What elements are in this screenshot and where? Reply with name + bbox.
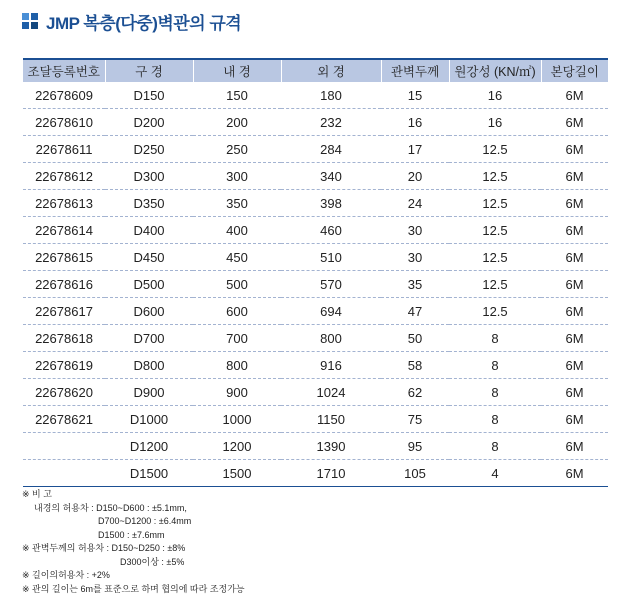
table-cell: 8 xyxy=(449,433,541,460)
spec-table xyxy=(23,58,608,487)
table-row xyxy=(23,406,608,433)
note-mark: ※ xyxy=(22,489,30,499)
table-cell: 22678612 xyxy=(23,163,105,190)
table-row xyxy=(23,298,608,325)
table-cell: 24 xyxy=(381,190,449,217)
table-cell: 6M xyxy=(541,433,608,460)
table-cell: 4 xyxy=(449,460,541,487)
table-cell: 500 xyxy=(193,271,281,298)
table-row xyxy=(23,217,608,244)
table-cell: 22678609 xyxy=(23,82,105,109)
table-cell: 510 xyxy=(281,244,381,271)
table-row xyxy=(23,352,608,379)
table-row xyxy=(23,190,608,217)
table-cell: 12.5 xyxy=(449,271,541,298)
grid-logo-icon xyxy=(22,13,38,29)
table-cell: 50 xyxy=(381,325,449,352)
table-cell: D250 xyxy=(105,136,193,163)
table-cell: 22678615 xyxy=(23,244,105,271)
table-cell: 6M xyxy=(541,325,608,352)
table-cell: 800 xyxy=(281,325,381,352)
table-cell: D450 xyxy=(105,244,193,271)
table-cell: 6M xyxy=(541,217,608,244)
table-cell: 12.5 xyxy=(449,244,541,271)
table-cell: 12.5 xyxy=(449,298,541,325)
table-cell: D600 xyxy=(105,298,193,325)
note-mark: ※ xyxy=(22,583,30,594)
table-cell: 16 xyxy=(449,109,541,136)
table-cell: 105 xyxy=(381,460,449,487)
table-cell: 47 xyxy=(381,298,449,325)
table-cell xyxy=(23,433,105,460)
table-cell: 22678618 xyxy=(23,325,105,352)
table-cell: D300 xyxy=(105,163,193,190)
table-cell: 800 xyxy=(193,352,281,379)
table-cell: 20 xyxy=(381,163,449,190)
table-cell: D500 xyxy=(105,271,193,298)
table-cell: 350 xyxy=(193,190,281,217)
table-cell: 1710 xyxy=(281,460,381,487)
table-row xyxy=(23,163,608,190)
table-cell: 284 xyxy=(281,136,381,163)
table-cell: 6M xyxy=(541,136,608,163)
table-cell: 400 xyxy=(193,217,281,244)
table-cell: 300 xyxy=(193,163,281,190)
table-cell: 6M xyxy=(541,406,608,433)
table-cell: 1000 xyxy=(193,406,281,433)
table-cell: 30 xyxy=(381,244,449,271)
table-cell: 6M xyxy=(541,244,608,271)
table-cell: D700 xyxy=(105,325,193,352)
table-cell: 30 xyxy=(381,217,449,244)
table-row xyxy=(23,325,608,352)
column-header: 관벽두께 xyxy=(381,59,449,82)
note-wall-tolerance-row xyxy=(22,542,245,556)
table-cell: 22678616 xyxy=(23,271,105,298)
table-cell: 58 xyxy=(381,352,449,379)
table-row xyxy=(23,271,608,298)
table-cell: 6M xyxy=(541,109,608,136)
table-cell: 600 xyxy=(193,298,281,325)
table-cell: 570 xyxy=(281,271,381,298)
table-cell: D400 xyxy=(105,217,193,244)
table-cell: D900 xyxy=(105,379,193,406)
table-cell: 8 xyxy=(449,379,541,406)
table-row xyxy=(23,136,608,163)
table-cell: D1500 xyxy=(105,460,193,487)
column-header: 원강성 (KN/㎡) xyxy=(449,59,541,82)
table-cell: D200 xyxy=(105,109,193,136)
table-cell: D800 xyxy=(105,352,193,379)
table-cell: 12.5 xyxy=(449,136,541,163)
note-length: 관의 길이는 6m를 표준으로 하며 협의에 따라 조정가능 xyxy=(32,583,245,594)
table-cell: 6M xyxy=(541,163,608,190)
note-inner-tolerance: 내경의 허용차 : D150~D600 : ±5.1mm, xyxy=(34,502,187,513)
table-cell: 35 xyxy=(381,271,449,298)
note-inner-tolerance-2: D700~D1200 : ±6.4mm xyxy=(98,516,192,526)
table-cell: 12.5 xyxy=(449,190,541,217)
table-cell: 17 xyxy=(381,136,449,163)
table-row xyxy=(23,460,608,487)
table-row xyxy=(23,82,608,109)
table-row xyxy=(23,244,608,271)
table-cell: 694 xyxy=(281,298,381,325)
table-cell: 916 xyxy=(281,352,381,379)
table-cell: 22678611 xyxy=(23,136,105,163)
note-mark: ※ xyxy=(22,543,30,553)
note-heading: 비 고 xyxy=(32,489,52,499)
table-cell: 22678620 xyxy=(23,379,105,406)
table-cell: 1024 xyxy=(281,379,381,406)
table-cell: 150 xyxy=(193,82,281,109)
table-cell: 232 xyxy=(281,109,381,136)
note-length-tolerance: 길이의허용차 : +2% xyxy=(32,570,110,580)
table-cell: 6M xyxy=(541,298,608,325)
table-cell: 22678617 xyxy=(23,298,105,325)
notes xyxy=(22,488,245,596)
column-header: 내 경 xyxy=(193,59,281,82)
table-cell: 12.5 xyxy=(449,163,541,190)
page-title: JMP 복층(다중)벽관의 규격 xyxy=(46,13,242,33)
table-cell: 22678621 xyxy=(23,406,105,433)
table-cell: 62 xyxy=(381,379,449,406)
table-cell: D1000 xyxy=(105,406,193,433)
table-cell: D150 xyxy=(105,82,193,109)
table-cell: 398 xyxy=(281,190,381,217)
table-body xyxy=(23,82,608,487)
table-cell: 6M xyxy=(541,460,608,487)
table-row xyxy=(23,379,608,406)
table-cell: 460 xyxy=(281,217,381,244)
column-header: 조달등록번호 xyxy=(23,59,105,82)
table-cell: 1150 xyxy=(281,406,381,433)
table-cell: 22678610 xyxy=(23,109,105,136)
note-length-row xyxy=(22,583,245,597)
table-cell: 6M xyxy=(541,352,608,379)
table-cell: 95 xyxy=(381,433,449,460)
table-cell: 22678614 xyxy=(23,217,105,244)
table-cell: 6M xyxy=(541,379,608,406)
title-bar xyxy=(22,8,241,34)
table-cell: 16 xyxy=(381,109,449,136)
note-mark: ※ xyxy=(22,570,30,580)
table-row xyxy=(23,109,608,136)
table-cell: 8 xyxy=(449,352,541,379)
table-cell: 15 xyxy=(381,82,449,109)
note-inner-tolerance-3: D1500 : ±7.6mm xyxy=(98,529,165,540)
note-wall-tolerance-2: D300이상 : ±5% xyxy=(120,556,185,567)
table-cell: 6M xyxy=(541,190,608,217)
note-heading-row xyxy=(22,488,245,502)
note-wall-tolerance: 관벽두께의 허용차 : D150~D250 : ±8% xyxy=(32,543,186,553)
note-length-tolerance-row xyxy=(22,569,245,583)
table-cell: 8 xyxy=(449,406,541,433)
table-cell: D1200 xyxy=(105,433,193,460)
table-cell: 1200 xyxy=(193,433,281,460)
table-cell: 22678613 xyxy=(23,190,105,217)
table-cell: 1390 xyxy=(281,433,381,460)
table-row xyxy=(23,433,608,460)
table-cell: 75 xyxy=(381,406,449,433)
table-cell: 250 xyxy=(193,136,281,163)
table-cell xyxy=(23,460,105,487)
table-cell: 450 xyxy=(193,244,281,271)
table-cell: 900 xyxy=(193,379,281,406)
table-cell: 12.5 xyxy=(449,217,541,244)
table-cell: 180 xyxy=(281,82,381,109)
table-cell: 200 xyxy=(193,109,281,136)
table-cell: 22678619 xyxy=(23,352,105,379)
column-header: 외 경 xyxy=(281,59,381,82)
table-cell: 700 xyxy=(193,325,281,352)
table-cell: 6M xyxy=(541,82,608,109)
table-cell: 340 xyxy=(281,163,381,190)
table-header-row xyxy=(23,59,608,82)
table-cell: 16 xyxy=(449,82,541,109)
column-header: 구 경 xyxy=(105,59,193,82)
table-cell: D350 xyxy=(105,190,193,217)
table-cell: 1500 xyxy=(193,460,281,487)
table-cell: 6M xyxy=(541,271,608,298)
table-cell: 8 xyxy=(449,325,541,352)
column-header: 본당길이 xyxy=(541,59,608,82)
